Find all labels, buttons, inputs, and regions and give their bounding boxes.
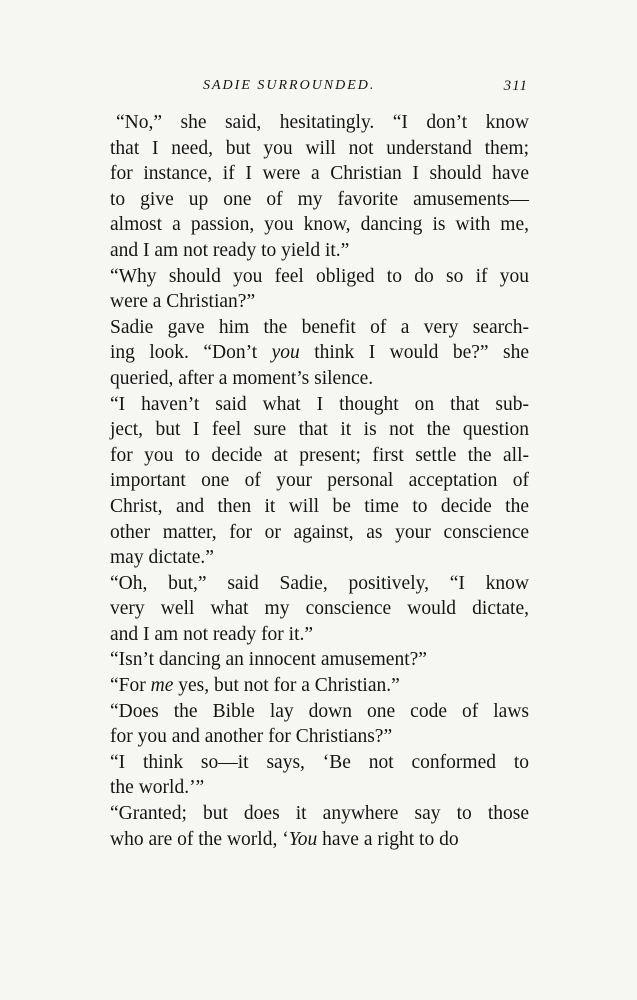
text-line: other matter, for or against, as your conscience xyxy=(110,521,529,543)
paragraph xyxy=(90,264,529,315)
text-line: “Why should you feel obliged to do so if you xyxy=(110,265,529,287)
page-number: 311 xyxy=(503,78,528,94)
text-line: to give up one of my favorite amusements— xyxy=(110,188,529,210)
text-line: for instance, if I were a Christian I should have xyxy=(110,163,529,185)
text-line: for you to decide at present; first settle the all- xyxy=(110,444,529,466)
paragraph xyxy=(90,647,529,673)
page-header xyxy=(88,78,528,100)
italic-emphasis: you xyxy=(271,342,300,364)
paragraph xyxy=(90,110,529,264)
text-line: ject, but I feel sure that it is not the question xyxy=(110,419,529,441)
text-line: were a Christian?” xyxy=(110,291,256,313)
text-line: almost a passion, you know, dancing is with me, xyxy=(110,214,529,236)
text-line: and I am not ready for it.” xyxy=(110,623,314,645)
paragraph xyxy=(90,750,529,801)
text-line: for you and another for Christians?” xyxy=(110,726,393,748)
running-head: SADIE SURROUNDED. xyxy=(203,78,376,93)
paragraph xyxy=(90,571,529,648)
text-line: Christ, and then it will be time to decide the xyxy=(110,495,529,517)
italic-emphasis: You xyxy=(288,828,318,850)
text-line: “No,” she said, hesitatingly. “I don’t know xyxy=(116,112,529,133)
body-text xyxy=(90,110,529,852)
text-line: “I haven’t said what I thought on that sub- xyxy=(110,393,529,415)
text-line: “I think so—it says, ‘Be not conformed to xyxy=(110,751,529,773)
text-line: “Isn’t dancing an innocent amusement?” xyxy=(110,649,427,671)
italic-emphasis: me xyxy=(150,675,174,697)
text-line: “Does the Bible lay down one code of laws xyxy=(110,700,529,722)
text-line: may dictate.” xyxy=(110,547,214,569)
text-line: very well what my conscience would dictate, xyxy=(110,598,529,620)
text-line: Sadie gave him the benefit of a very search- xyxy=(110,316,529,338)
paragraph xyxy=(90,392,529,571)
text-line: who are of the world, ‘You have a right to do xyxy=(110,828,459,850)
text-line: “Granted; but does it anywhere say to those xyxy=(110,803,529,825)
paragraph xyxy=(90,673,529,699)
paragraph xyxy=(90,315,529,392)
text-line: “For me yes, but not for a Christian.” xyxy=(110,675,400,697)
text-line: important one of your personal acceptation of xyxy=(110,470,529,492)
paragraph xyxy=(90,801,529,852)
text-line: that I need, but you will not understand them; xyxy=(110,137,529,159)
text-line: ing look. “Don’t you think I would be?” she xyxy=(110,342,529,364)
text-line: queried, after a moment’s silence. xyxy=(110,367,374,389)
text-line: “Oh, but,” said Sadie, positively, “I know xyxy=(110,572,529,594)
paragraph xyxy=(90,699,529,750)
text-line: the world.’” xyxy=(110,777,205,799)
text-line: and I am not ready to yield it.” xyxy=(110,239,350,261)
